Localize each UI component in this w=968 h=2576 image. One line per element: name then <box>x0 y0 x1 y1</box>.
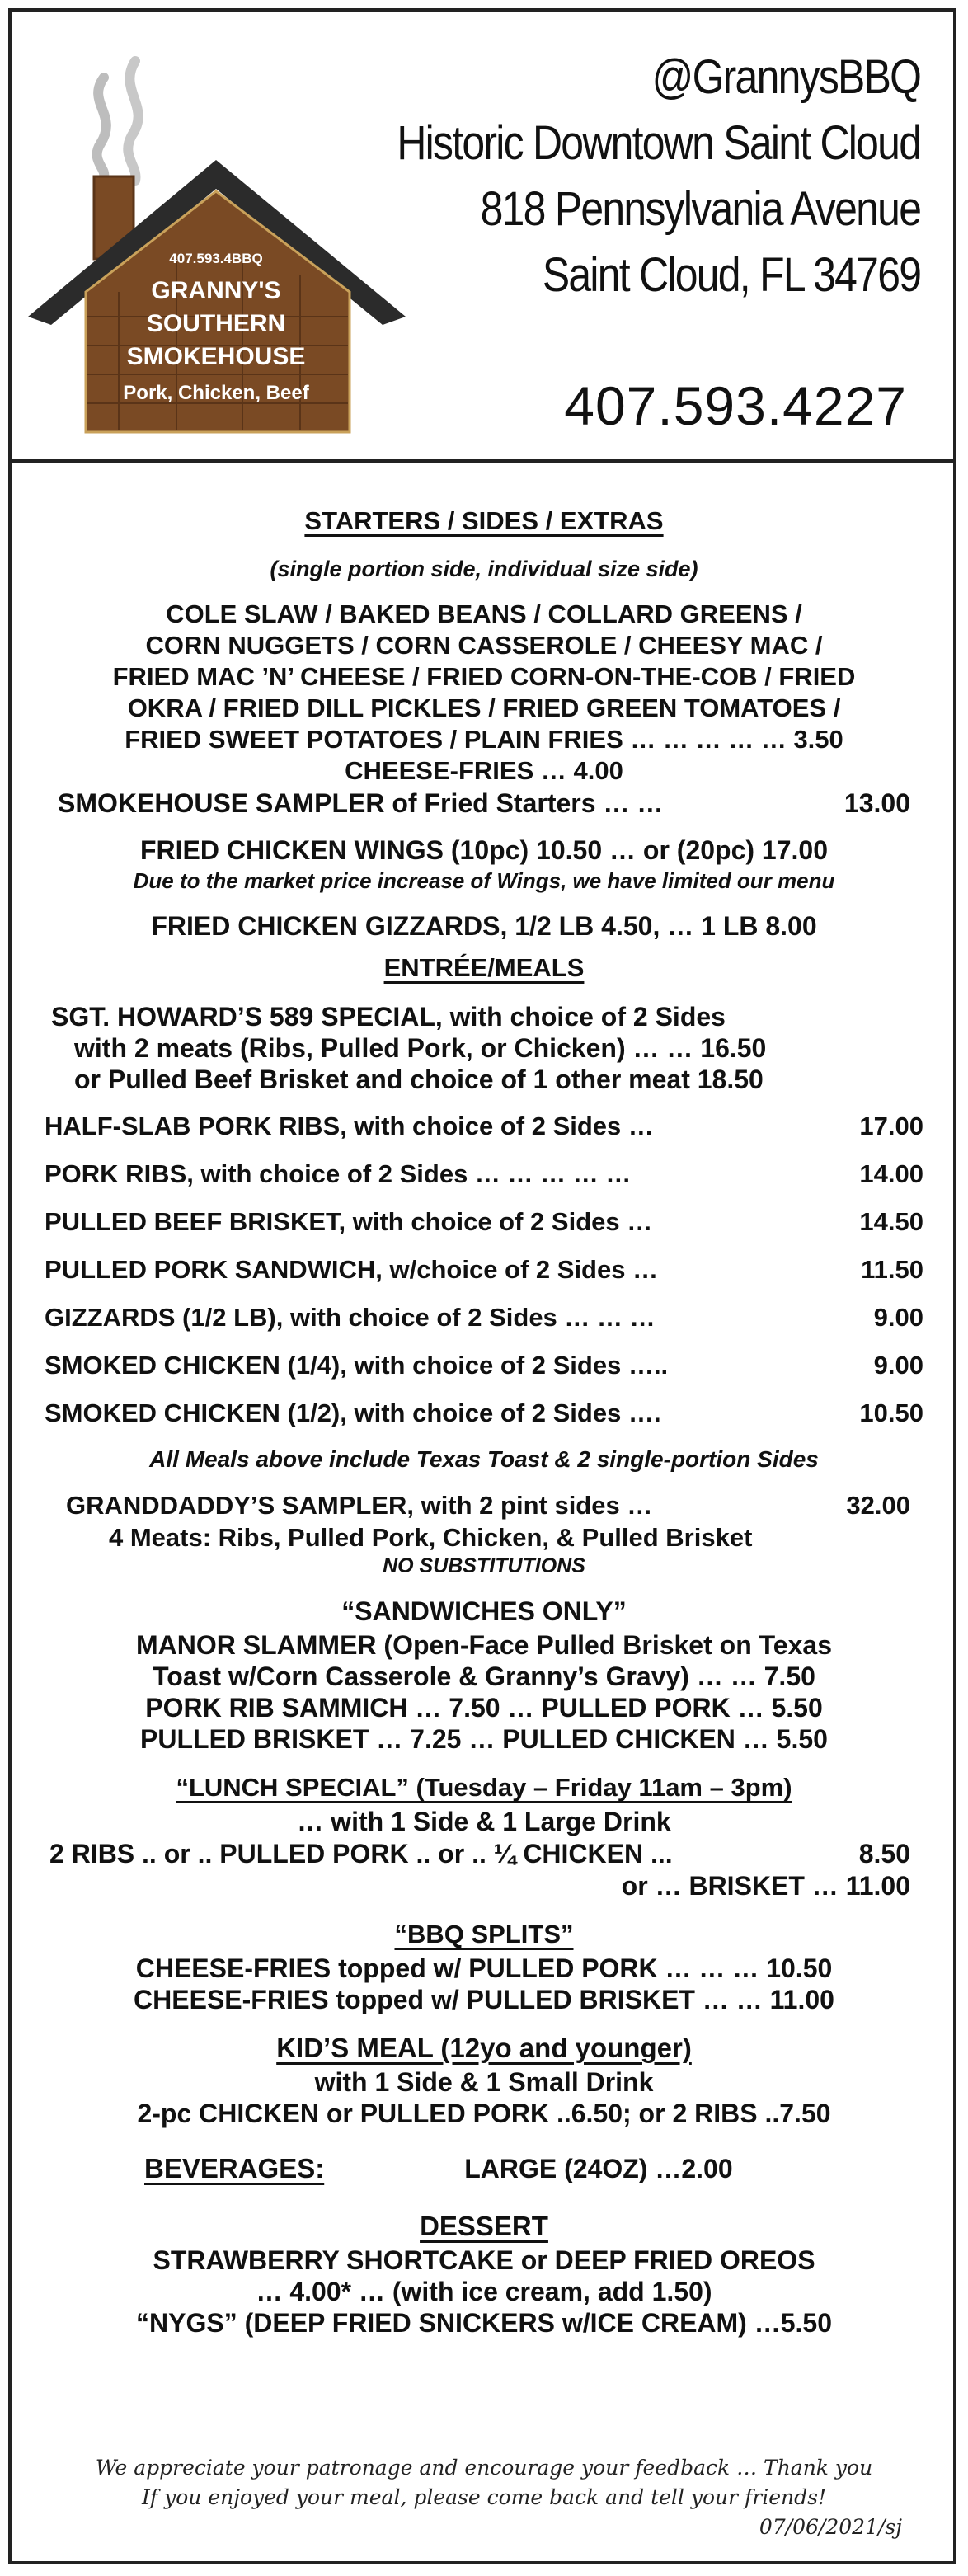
item-name: HALF-SLAB PORK RIBS, with choice of 2 Sides … <box>45 1112 654 1140</box>
wings-item: FRIED CHICKEN WINGS (10pc) 10.50 … or (20pc) 17.00 <box>140 835 828 865</box>
item-name: GRANDDADDY’S SAMPLER, with 2 pint sides … <box>66 1491 653 1520</box>
meals-note: All Meals above include Texas Toast & 2 single-portion Sides <box>149 1446 819 1472</box>
sampler-price: 13.00 <box>843 788 910 818</box>
lunch-heading: “LUNCH SPECIAL” (Tuesday – Friday 11am – 3pm) <box>176 1773 792 1802</box>
item-price: 9.00 <box>873 1351 923 1380</box>
item-name: PULLED BEEF BRISKET, with choice of 2 Sides … <box>45 1207 653 1236</box>
lunch-line-2 <box>33 1837 935 1870</box>
sandwich-line: MANOR SLAMMER (Open-Face Pulled Brisket on Texas <box>136 1630 832 1660</box>
logo-line-1: GRANNY'S <box>151 277 281 304</box>
smokehouse-logo-icon <box>28 45 416 440</box>
restaurant-address <box>397 45 920 308</box>
special-line: or Pulled Beef Brisket and choice of 1 other meat 18.50 <box>74 1065 764 1094</box>
entree-heading: ENTRÉE/MEALS <box>383 953 585 982</box>
sampler-name: SMOKEHOUSE SAMPLER of Fried Starters … … <box>58 788 664 818</box>
special-line: with 2 meats (Ribs, Pulled Pork, or Chicken) … … 16.50 <box>74 1033 767 1063</box>
kids-line-2: 2-pc CHICKEN or PULLED PORK ..6.50; or 2 RIBS ..7.50 <box>137 2099 831 2128</box>
kids-heading: KID’S MEAL (12yo and younger) <box>276 2033 692 2063</box>
sides-line: CORN NUGGETS / CORN CASSEROLE / CHEESY MAC / <box>145 631 823 660</box>
phone-number[interactable]: 407.593.4227 <box>564 375 907 436</box>
sides-list <box>33 599 935 787</box>
sides-line: CHEESE-FRIES … 4.00 <box>345 756 623 785</box>
beverages-heading: BEVERAGES: <box>144 2153 325 2183</box>
item-price: 11.50 <box>861 1255 923 1284</box>
item-name: SMOKED CHICKEN (1/4), with choice of 2 Sides ….. <box>45 1351 669 1380</box>
item-name: GIZZARDS (1/2 LB), with choice of 2 Sides … … … <box>45 1303 656 1332</box>
split-line: CHEESE-FRIES topped w/ PULLED BRISKET … … 11.00 <box>134 1985 834 2014</box>
menu-item <box>33 1349 935 1382</box>
logo-line-4: Pork, Chicken, Beef <box>123 382 309 404</box>
sandwich-line: PORK RIB SAMMICH … 7.50 … PULLED PORK … 5.50 <box>145 1693 823 1723</box>
dessert-line: STRAWBERRY SHORTCAKE or DEEP FRIED OREOS <box>153 2245 815 2275</box>
logo-phone: 407.593.4BBQ <box>169 251 263 266</box>
city-state-zip: Saint Cloud, FL 34769 <box>542 248 920 302</box>
item-price: 32.00 <box>846 1491 910 1520</box>
item-price: 9.00 <box>873 1303 923 1332</box>
sides-line: FRIED MAC ’N’ CHEESE / FRIED CORN-ON-THE-COB / FRIED <box>112 662 856 691</box>
sandwiches-list <box>33 1629 935 1755</box>
dessert-line: … 4.00* … (with ice cream, add 1.50) <box>256 2277 712 2306</box>
splits-heading: “BBQ SPLITS” <box>394 1920 574 1948</box>
sgt-howard-special <box>33 1001 935 1095</box>
logo-line-3: SMOKEHOUSE <box>126 343 306 370</box>
no-substitutions: NO SUBSTITUTIONS <box>383 1554 585 1577</box>
closing-line-2: If you enjoyed your meal, please come back and tell your friends! <box>142 2485 826 2509</box>
sandwich-line: Toast w/Corn Casserole & Granny’s Gravy) … … 7.50 <box>153 1662 815 1691</box>
kids-line-1: with 1 Side & 1 Small Drink <box>314 2067 654 2097</box>
split-line: CHEESE-FRIES topped w/ PULLED PORK … … … 10.50 <box>135 1953 833 1983</box>
starters-heading: STARTERS / SIDES / EXTRAS <box>304 506 664 535</box>
dessert-heading: DESSERT <box>420 2211 548 2241</box>
menu-header <box>12 12 956 463</box>
sampler-item <box>33 787 935 820</box>
sandwiches-heading: “SANDWICHES ONLY” <box>341 1596 627 1626</box>
lunch-line-3: or … BRISKET … 11.00 <box>621 1871 910 1901</box>
item-name: PULLED PORK SANDWICH, w/choice of 2 Sides … <box>45 1255 659 1284</box>
menu-item <box>33 1206 935 1239</box>
sides-line: OKRA / FRIED DILL PICKLES / FRIED GREEN TOMATOES / <box>127 693 841 722</box>
menu-item <box>33 1397 935 1430</box>
beverage-item: LARGE (24OZ) …2.00 <box>464 2154 733 2183</box>
item-name: SMOKED CHICKEN (1/2), with choice of 2 Sides …. <box>45 1398 661 1427</box>
menu-item <box>33 1301 935 1334</box>
menu-item <box>33 1253 935 1286</box>
menu-date-signature: 07/06/2021/sj <box>759 2515 902 2539</box>
granddaddy-sampler <box>33 1489 935 1522</box>
dessert-line: “NYGS” (DEEP FRIED SNICKERS w/ICE CREAM) …5.50 <box>136 2308 832 2338</box>
item-price: 10.50 <box>859 1398 923 1427</box>
sandwich-line: PULLED BRISKET … 7.25 … PULLED CHICKEN … 5.50 <box>140 1724 828 1754</box>
starters-subtitle: (single portion side, individual size side) <box>270 557 698 581</box>
area-name: Historic Downtown Saint Cloud <box>397 116 920 170</box>
wings-note: Due to the market price increase of Wings, we have limited our menu <box>133 868 835 893</box>
restaurant-logo <box>28 45 416 440</box>
sides-line: COLE SLAW / BAKED BEANS / COLLARD GREENS / <box>166 599 802 628</box>
item-price: 14.50 <box>859 1207 923 1236</box>
granddaddy-detail: 4 Meats: Ribs, Pulled Pork, Chicken, & Pulled Brisket <box>109 1523 753 1552</box>
sides-line: FRIED SWEET POTATOES / PLAIN FRIES … … … … … 3.50 <box>125 725 843 754</box>
item-price: 17.00 <box>859 1112 923 1140</box>
menu-body <box>33 495 935 2339</box>
closing-line-1: We appreciate your patronage and encourage your feedback … Thank you <box>95 2456 873 2480</box>
special-line: SGT. HOWARD’S 589 SPECIAL, with choice of 2 Sides <box>51 1002 726 1032</box>
closing-message <box>33 2453 935 2542</box>
logo-line-2: SOUTHERN <box>146 310 286 337</box>
social-handle[interactable]: @GrannysBBQ <box>651 50 920 104</box>
menu-item <box>33 1110 935 1143</box>
lunch-line-1: … with 1 Side & 1 Large Drink <box>297 1807 671 1836</box>
beverages-row <box>33 2151 935 2187</box>
street-address: 818 Pennsylvania Avenue <box>480 182 920 236</box>
menu-item <box>33 1158 935 1191</box>
gizzards-item: FRIED CHICKEN GIZZARDS, 1/2 LB 4.50, … 1 LB 8.00 <box>151 911 817 941</box>
item-price: 8.50 <box>858 1839 910 1869</box>
item-name: 2 RIBS .. or .. PULLED PORK .. or .. ¼ CHICKEN ... <box>49 1839 673 1869</box>
item-name: PORK RIBS, with choice of 2 Sides … … … … … <box>45 1159 632 1188</box>
item-price: 14.00 <box>859 1159 923 1188</box>
